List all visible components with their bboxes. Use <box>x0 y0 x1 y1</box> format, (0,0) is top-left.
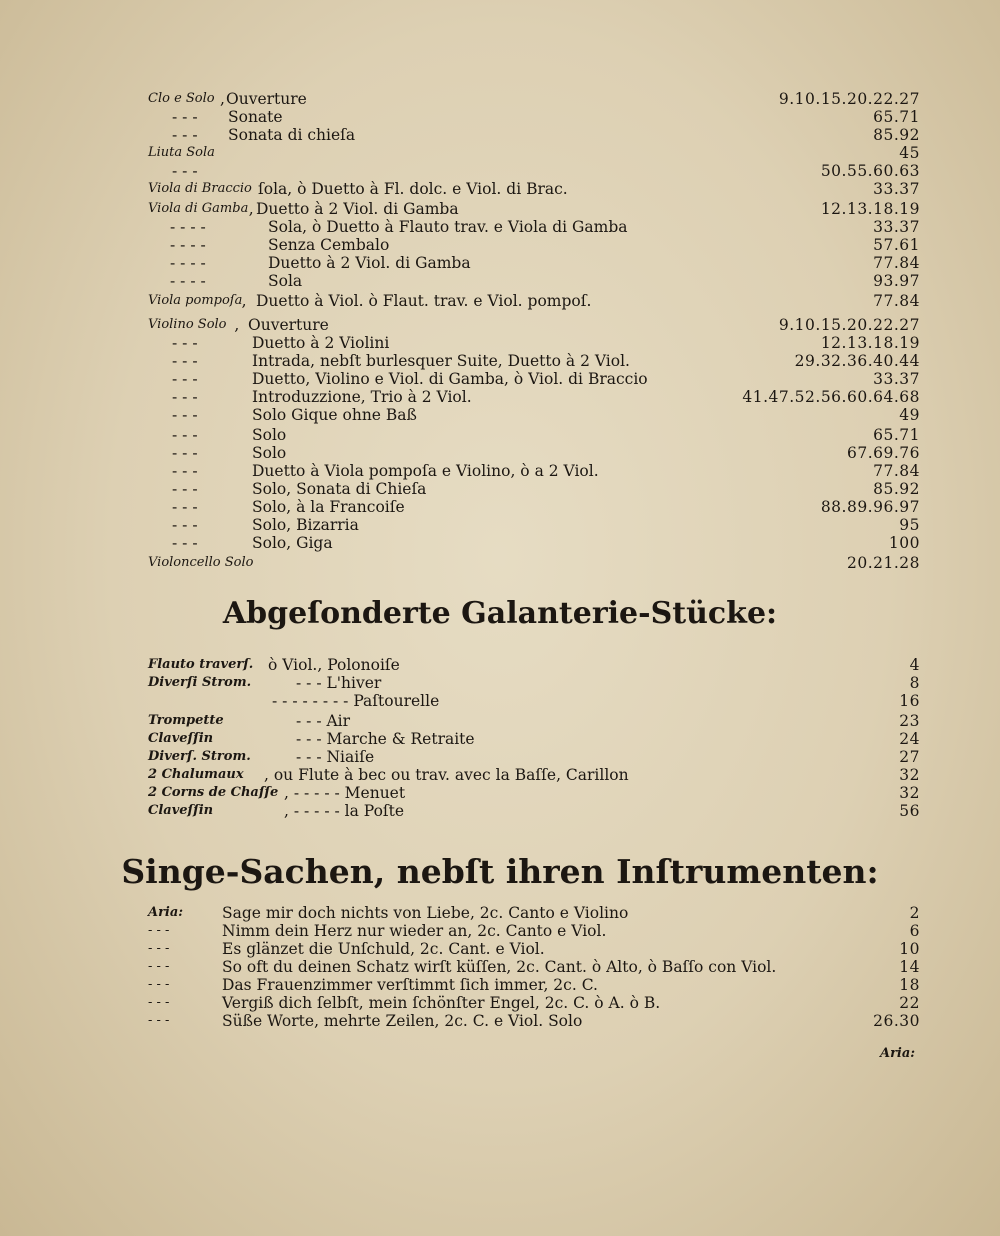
page-numbers: 32 <box>899 766 920 784</box>
ditto-dashes: - - - <box>172 516 198 534</box>
index-entry <box>0 904 1000 922</box>
instrument-label: Diverſ. Strom. <box>148 749 251 764</box>
ditto-dashes: - - - <box>172 534 198 552</box>
catchword: Aria: <box>880 1046 916 1061</box>
entry-title: - - - - - - - - Paſtourelle <box>272 692 440 710</box>
entry-title: Sage mir doch nichts von Liebe, 2c. Canto e Violino <box>222 904 629 922</box>
index-entry <box>0 976 1000 994</box>
page-numbers: 22 <box>899 994 920 1012</box>
page-numbers: 95 <box>899 516 920 534</box>
page-numbers: 9.10.15.20.22.27 <box>778 316 920 334</box>
page-numbers: 49 <box>899 406 920 424</box>
index-entry <box>0 388 1000 406</box>
index-entry <box>0 516 1000 534</box>
index-entry <box>0 236 1000 254</box>
page-numbers: 6 <box>909 922 920 940</box>
instrument-label: - - - <box>148 977 170 992</box>
page-numbers: 67.69.76 <box>846 444 920 462</box>
separator: , <box>241 292 247 310</box>
entry-title: Intrada, nebſt burlesquer Suite, Duetto à 2 Viol. <box>252 352 630 370</box>
page-numbers: 12.13.18.19 <box>820 334 920 352</box>
entry-title: Duetto à Viol. ò Flaut. trav. e Viol. pompoſ. <box>256 292 592 310</box>
page-numbers: 23 <box>899 712 920 730</box>
instrument-label: - - - <box>148 923 170 938</box>
entry-title: Duetto à 2 Violini <box>252 334 390 352</box>
entry-title: Senza Cembalo <box>268 236 390 254</box>
index-entry <box>0 462 1000 480</box>
entry-title: , - - - - - la Poſte <box>284 802 405 820</box>
instrument-label: - - - <box>148 1013 170 1028</box>
index-entry <box>0 272 1000 290</box>
ditto-dashes: - - - - <box>170 236 206 254</box>
entry-title: ò Viol., Polonoiſe <box>268 656 400 674</box>
ditto-dashes: - - - <box>172 462 198 480</box>
page-numbers: 24 <box>899 730 920 748</box>
instrument-label: - - - <box>148 941 170 956</box>
index-entry <box>0 426 1000 444</box>
entry-title: Solo <box>252 444 287 462</box>
entry-title: Sola, ò Duetto à Flauto trav. e Viola di Gamba <box>268 218 628 236</box>
index-entry <box>0 784 1000 802</box>
page-numbers: 77.84 <box>873 462 920 480</box>
ditto-dashes: - - - <box>172 480 198 498</box>
page-numbers: 9.10.15.20.22.27 <box>778 90 920 108</box>
page-numbers: 33.37 <box>873 218 920 236</box>
page-numbers: 65.71 <box>873 426 920 444</box>
entry-title: Sonate <box>228 108 283 126</box>
entry-title: Das Frauenzimmer verſtimmt ſich immer, 2c. C. <box>222 976 598 994</box>
page-numbers: 85.92 <box>873 480 920 498</box>
page-numbers: 77.84 <box>873 292 920 310</box>
index-entry <box>0 108 1000 126</box>
instrument-label: Claveſſin <box>148 803 214 818</box>
separator: , <box>234 316 240 334</box>
index-entry <box>0 730 1000 748</box>
entry-title: - - - L'hiver <box>296 674 382 692</box>
section-heading-galanterie: Abgeſonderte Galanterie-Stücke: <box>222 596 778 631</box>
ditto-dashes: - - - <box>172 334 198 352</box>
ditto-dashes: - - - <box>172 126 198 144</box>
index-entry <box>0 656 1000 674</box>
page-numbers: 100 <box>888 534 920 552</box>
index-entry <box>0 802 1000 820</box>
index-entry <box>0 692 1000 710</box>
index-entry <box>0 370 1000 388</box>
index-entry <box>0 200 1000 218</box>
index-entry <box>0 180 1000 198</box>
index-entry <box>0 940 1000 958</box>
entry-title: Ouverture <box>248 316 329 334</box>
section-heading-singe-sachen: Singe-Sachen, nebſt ihren Inſtrumenten: <box>121 852 879 891</box>
index-entry <box>0 1012 1000 1030</box>
page-numbers: 12.13.18.19 <box>820 200 920 218</box>
instrument-label: Clo e Solo <box>148 91 215 106</box>
index-entry <box>0 254 1000 272</box>
page-numbers: 57.61 <box>873 236 920 254</box>
entry-title: Duetto à 2 Viol. di Gamba <box>268 254 471 272</box>
entry-title: Ouverture <box>226 90 307 108</box>
page-numbers: 18 <box>899 976 920 994</box>
index-entry <box>0 712 1000 730</box>
entry-title: Solo Gique ohne Baß <box>252 406 417 424</box>
ditto-dashes: - - - <box>172 444 198 462</box>
entry-title: Sola <box>268 272 303 290</box>
ditto-dashes: - - - <box>172 162 198 180</box>
ditto-dashes: - - - <box>172 370 198 388</box>
page-numbers: 10 <box>899 940 920 958</box>
entry-title: - - - Niaiſe <box>296 748 375 766</box>
ditto-dashes: - - - <box>172 426 198 444</box>
ditto-dashes: - - - <box>172 498 198 516</box>
instrument-label: Diverſi Strom. <box>148 675 252 690</box>
instrument-label: - - - <box>148 959 170 974</box>
separator: , <box>248 200 254 218</box>
instrument-label: Aria: <box>148 905 184 920</box>
instrument-label: Viola di Braccio <box>148 181 252 196</box>
page-numbers: 4 <box>909 656 920 674</box>
page-numbers: 50.55.60.63 <box>820 162 920 180</box>
instrument-label: Trompette <box>148 713 224 728</box>
index-entry <box>0 352 1000 370</box>
page-numbers: 8 <box>909 674 920 692</box>
ditto-dashes: - - - - <box>170 254 206 272</box>
entry-title: Solo, à la Francoiſe <box>252 498 405 516</box>
index-entry <box>0 444 1000 462</box>
index-entry <box>0 748 1000 766</box>
index-entry <box>0 922 1000 940</box>
entry-title: Introduzzione, Trio à 2 Viol. <box>252 388 472 406</box>
entry-title: Solo, Giga <box>252 534 333 552</box>
index-entry <box>0 480 1000 498</box>
instrument-label: Violino Solo <box>148 317 227 332</box>
instrument-label: Violoncello Solo <box>148 555 254 570</box>
instrument-label: 2 Corns de Chaſſe <box>148 785 279 800</box>
page-numbers: 2 <box>909 904 920 922</box>
page-numbers: 65.71 <box>873 108 920 126</box>
entry-title: ſola, ò Duetto à Fl. dolc. e Viol. di Brac. <box>258 180 568 198</box>
index-entry <box>0 994 1000 1012</box>
instrument-label: Viola pompoſa <box>148 293 243 308</box>
instrument-label: 2 Chalumaux <box>148 767 244 782</box>
index-entry <box>0 534 1000 552</box>
index-entry <box>0 316 1000 334</box>
index-entry <box>0 218 1000 236</box>
page-numbers: 33.37 <box>873 180 920 198</box>
page-numbers: 88.89.96.97 <box>820 498 920 516</box>
ditto-dashes: - - - <box>172 108 198 126</box>
entry-title: Solo, Sonata di Chieſa <box>252 480 427 498</box>
entry-title: Solo <box>252 426 287 444</box>
entry-title: - - - Marche & Retraite <box>296 730 475 748</box>
index-entry <box>0 498 1000 516</box>
page-numbers: 26.30 <box>873 1012 920 1030</box>
entry-title: Sonata di chieſa <box>228 126 356 144</box>
ditto-dashes: - - - <box>172 388 198 406</box>
instrument-label: Liuta Sola <box>148 145 215 160</box>
ditto-dashes: - - - <box>172 406 198 424</box>
page-numbers: 93.97 <box>873 272 920 290</box>
page-numbers: 56 <box>899 802 920 820</box>
page-numbers: 20.21.28 <box>846 554 920 572</box>
entry-title: , - - - - - Menuet <box>284 784 406 802</box>
index-entry <box>0 554 1000 572</box>
index-entry <box>0 958 1000 976</box>
ditto-dashes: - - - <box>172 352 198 370</box>
index-entry <box>0 126 1000 144</box>
instrument-label: Viola di Gamba <box>148 201 249 216</box>
index-entry <box>0 292 1000 310</box>
index-entry <box>0 334 1000 352</box>
entry-title: Vergiß dich ſelbſt, mein ſchönſter Engel, 2c. C. ò A. ò B. <box>222 994 661 1012</box>
page-numbers: 16 <box>899 692 920 710</box>
page-numbers: 77.84 <box>873 254 920 272</box>
page-numbers: 85.92 <box>873 126 920 144</box>
index-entry <box>0 144 1000 162</box>
separator: , <box>220 90 225 108</box>
page-numbers: 14 <box>899 958 920 976</box>
entry-title: Süße Worte, mehrte Zeilen, 2c. C. e Viol. Solo <box>222 1012 583 1030</box>
entry-title: Es glänzet die Unſchuld, 2c. Cant. e Viol. <box>222 940 545 958</box>
index-entry <box>0 674 1000 692</box>
page-numbers: 27 <box>899 748 920 766</box>
index-entry <box>0 766 1000 784</box>
entry-title: Duetto à Viola pompoſa e Violino, ò a 2 Viol. <box>252 462 599 480</box>
instrument-label: Flauto traverſ. <box>148 657 254 672</box>
page-numbers: 32 <box>899 784 920 802</box>
entry-title: - - - Air <box>296 712 351 730</box>
entry-title: , ou Flute à bec ou trav. avec la Baſſe, Carillon <box>264 766 629 784</box>
page-numbers: 45 <box>899 144 920 162</box>
index-entry <box>0 162 1000 180</box>
entry-title: So oft du deinen Schatz wirſt küſſen, 2c. Cant. ò Alto, ò Baſſo con Viol. <box>222 958 777 976</box>
entry-title: Nimm dein Herz nur wieder an, 2c. Canto e Viol. <box>222 922 607 940</box>
entry-title: Duetto, Violino e Viol. di Gamba, ò Viol. di Braccio <box>252 370 648 388</box>
index-entry <box>0 406 1000 424</box>
instrument-label: - - - <box>148 995 170 1010</box>
page-numbers: 29.32.36.40.44 <box>794 352 920 370</box>
page-numbers: 41.47.52.56.60.64.68 <box>742 388 920 406</box>
entry-title: Duetto à 2 Viol. di Gamba <box>256 200 459 218</box>
page-numbers: 33.37 <box>873 370 920 388</box>
instrument-label: Claveſſin <box>148 731 214 746</box>
entry-title: Solo, Bizarria <box>252 516 359 534</box>
ditto-dashes: - - - - <box>170 218 206 236</box>
ditto-dashes: - - - - <box>170 272 206 290</box>
index-entry <box>0 90 1000 108</box>
